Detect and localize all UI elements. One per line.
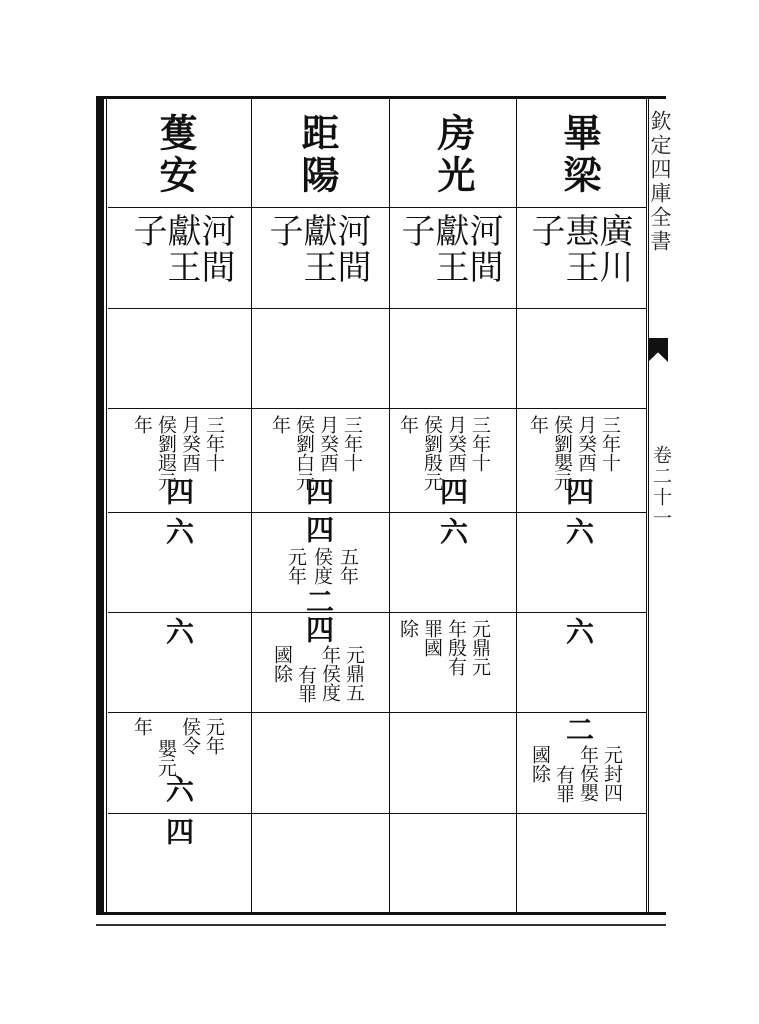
genealogy-table (108, 99, 646, 912)
enfeoff-line: 年 (131, 415, 153, 434)
father-line: 獻王 (161, 213, 201, 285)
reign-year-count: 四 (162, 817, 195, 845)
reign-year-count: 六 (562, 617, 595, 645)
enfeoff-line: 年 (527, 415, 549, 434)
enfeoff-line: 年 (269, 415, 291, 434)
reign-year-count: 四 (162, 477, 195, 505)
left-border-thick (96, 96, 104, 915)
reign-year-count: 六 (162, 617, 195, 645)
abolition-line: 年侯度 (319, 645, 341, 702)
enfeoff-line: 侯劉 (421, 415, 443, 453)
reign-year-count: 四 (302, 615, 335, 643)
enfeoff-line: 月癸酉 (575, 415, 597, 472)
reign-year-count: 六 (162, 775, 195, 803)
reign-year-count: 六 (436, 517, 469, 545)
father-line: 子 (525, 213, 565, 249)
abolition-line: 年殷有 (445, 619, 467, 676)
bottom-border (96, 912, 666, 915)
father-line: 廣川 (593, 213, 633, 285)
reign-year-count: 四 (562, 477, 595, 505)
succession-line: 元年 (203, 717, 225, 755)
father-line: 河間 (331, 213, 371, 285)
enfeoff-line: 月癸酉 (317, 415, 339, 472)
succession-line: 五年 (337, 547, 359, 585)
father-line: 子 (395, 213, 435, 249)
enfeoff-line: 白元 (293, 453, 315, 491)
enfeoff-line: 三年十 (203, 415, 225, 472)
marquis-name: 房光 (431, 113, 476, 197)
father-line: 子 (263, 213, 303, 249)
enfeoff-line: 嬰元 (551, 453, 573, 491)
abolition-line: 元鼎元 (469, 619, 491, 676)
book-title: 欽定四庫全書 (648, 110, 672, 254)
reign-year-count: 四 (436, 477, 469, 505)
enfeoff-line: 三年十 (341, 415, 363, 472)
abolition-line: 罪國 (421, 619, 443, 657)
succession-line: 元年 (285, 547, 307, 585)
abolition-line: 元鼎五 (343, 645, 365, 702)
reign-year-count: 二 (302, 587, 335, 615)
abolition-line: 國除 (271, 645, 293, 683)
father-line: 河間 (463, 213, 503, 285)
abolition-line: 元封四 (601, 745, 623, 802)
marquis-name: 蒦安 (153, 113, 198, 197)
reign-year-count: 四 (302, 477, 335, 505)
left-border-thin (106, 96, 107, 915)
enfeoff-line: 侯劉 (551, 415, 573, 453)
succession-line: 嬰元 (155, 739, 177, 777)
bottom-border-outer (96, 924, 666, 926)
father-line: 惠王 (559, 213, 599, 285)
abolition-line: 年侯嬰 (577, 745, 599, 802)
abolition-line: 有罪 (553, 765, 575, 803)
father-line: 獻王 (297, 213, 337, 285)
volume-number: 卷二十一 (650, 445, 672, 529)
father-line: 河間 (195, 213, 235, 285)
abolition-line: 國除 (529, 745, 551, 783)
reign-year-count: 四 (302, 515, 335, 543)
reign-year-count: 二 (562, 715, 595, 743)
enfeoff-line: 三年十 (599, 415, 621, 472)
enfeoff-line: 侯劉 (293, 415, 315, 453)
enfeoff-line: 侯劉 (155, 415, 177, 453)
reign-year-count: 六 (162, 517, 195, 545)
enfeoff-line: 月癸酉 (179, 415, 201, 472)
enfeoff-line: 遐元 (155, 453, 177, 491)
enfeoff-line: 三年十 (469, 415, 491, 472)
enfeoff-line: 殷元 (421, 453, 443, 491)
succession-line: 侯度 (311, 547, 333, 585)
marquis-name: 畢梁 (557, 113, 602, 197)
marquis-name: 距陽 (295, 113, 340, 197)
father-line: 獻王 (429, 213, 469, 285)
succession-line: 年 (131, 717, 153, 736)
succession-line: 侯令 (179, 717, 201, 755)
father-line: 子 (127, 213, 167, 249)
abolition-line: 除 (397, 619, 419, 638)
enfeoff-line: 年 (397, 415, 419, 434)
enfeoff-line: 月癸酉 (445, 415, 467, 472)
reign-year-count: 六 (562, 517, 595, 545)
abolition-line: 有罪 (295, 665, 317, 703)
